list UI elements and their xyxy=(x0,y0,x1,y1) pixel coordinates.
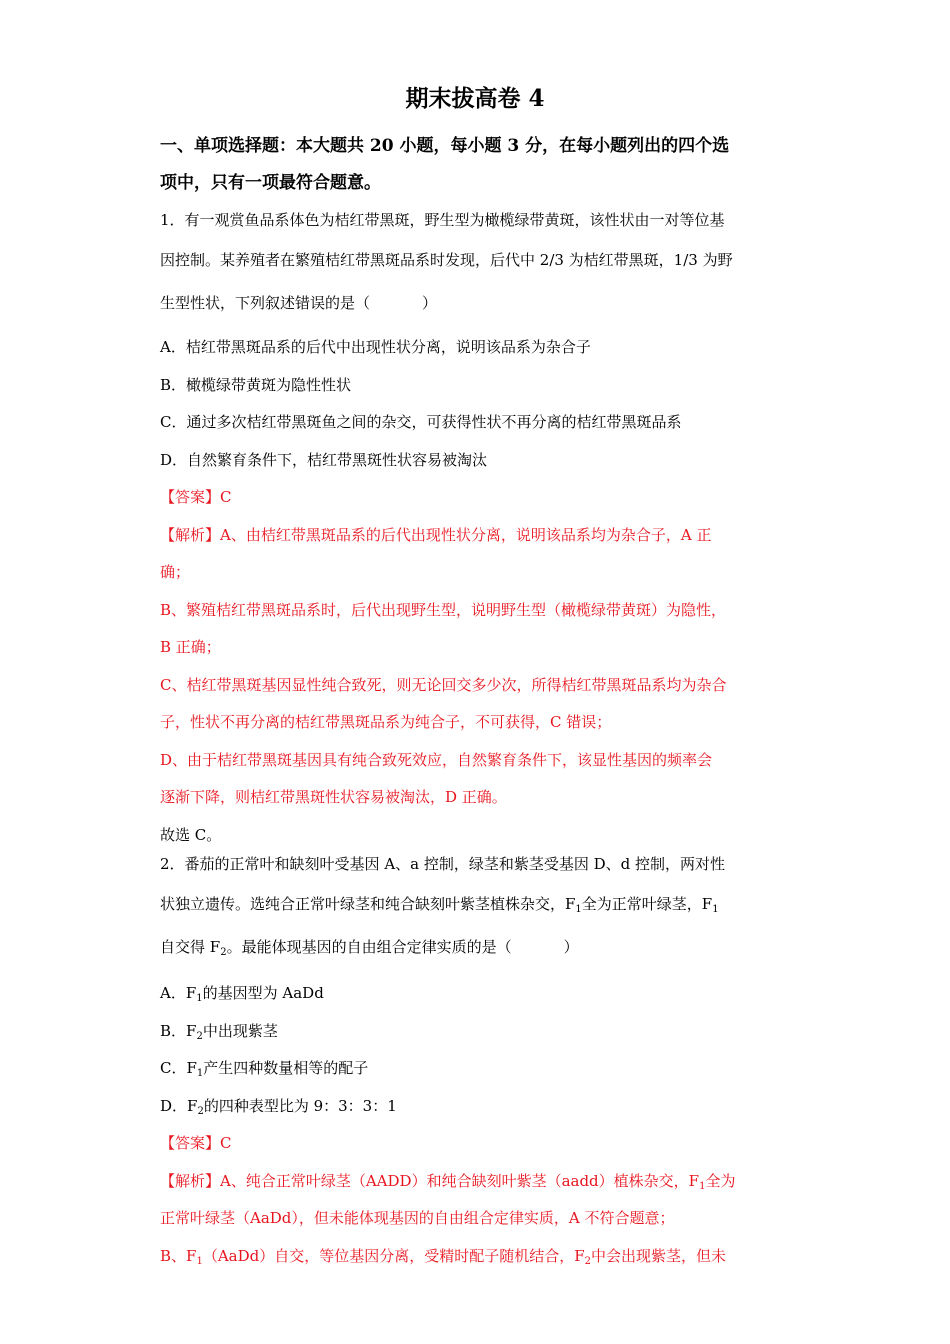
subscript: 1 xyxy=(196,1068,204,1079)
q1-analysis-line-6: 子，性状不再分离的桔红带黑斑品系为纯合子，不可获得，C 错误； xyxy=(160,713,612,731)
analysis-text: A、纯合正常叶绿茎（AADD）和纯合缺刻叶紫茎（aadd）植株杂交，F xyxy=(220,1171,700,1190)
page-title: 期末拔高卷 4 xyxy=(405,85,545,112)
q1-option-c: C．通过多次桔红带黑斑鱼之间的杂交，可获得性状不再分离的桔红带黑斑品系 xyxy=(160,413,682,431)
q2-option-b xyxy=(160,1013,796,1051)
subscript: 2 xyxy=(220,947,227,958)
q2-option-a xyxy=(160,975,796,1013)
option-text: A．F xyxy=(160,984,197,1002)
subscript: 2 xyxy=(197,1105,204,1117)
question-2 xyxy=(160,846,796,1275)
answer-value: C xyxy=(220,1134,232,1152)
q2-option-d xyxy=(160,1088,796,1126)
option-text: 中出现紫茎 xyxy=(202,1021,278,1040)
q1-stem-close: ） xyxy=(422,294,438,312)
q2-stem-text: 。最能体现基因的自由组合定律实质的是（ xyxy=(226,938,512,956)
analysis-text: A、由桔红带黑斑品系的后代出现性状分离，说明该品系均为杂合子，A 正 xyxy=(220,525,712,544)
subscript: 1 xyxy=(196,993,203,1004)
answer-label: 【答案】 xyxy=(160,1134,221,1152)
q2-stem-close: ） xyxy=(563,938,579,956)
subscript: 1 xyxy=(712,904,719,915)
analysis-text: 中会出现紫茎，但未 xyxy=(591,1246,727,1265)
option-text: 产生四种数量相等的配子 xyxy=(203,1059,369,1077)
section-heading-line-1: 一、单项选择题：本大题共 20 小题，每小题 3 分，在每小题列出的四个选 xyxy=(160,136,730,156)
q2-answer xyxy=(160,1125,796,1163)
q2-stem-line-1: 2．番茄的正常叶和缺刻叶受基因 A、a 控制，绿茎和紫茎受基因 D、d 控制，两对性 xyxy=(160,855,726,873)
q1-answer xyxy=(160,479,796,517)
q1-stem-line-2: 因控制。某养殖者在繁殖桔红带黑斑品系时发现，后代中 2/3 为桔红带黑斑，1/3 为野 xyxy=(160,251,733,269)
q1-conclusion: 故选 C。 xyxy=(160,825,222,844)
subscript: 1 xyxy=(196,1255,203,1267)
q1-analysis-line-3: B、繁殖桔红带黑斑品系时，后代出现野生型，说明野生型（橄榄绿带黄斑）为隐性， xyxy=(160,600,727,619)
question-1 xyxy=(160,202,796,854)
option-text: 的基因型为 AaDd xyxy=(202,984,324,1002)
analysis-label: 【解析】 xyxy=(160,525,221,544)
q2-analysis-line-1 xyxy=(160,1163,796,1201)
q1-stem-line-3 xyxy=(160,282,796,325)
q1-option-d: D．自然繁育条件下，桔红带黑斑性状容易被淘汰 xyxy=(160,450,488,469)
section-heading xyxy=(160,128,800,202)
analysis-text: 全为 xyxy=(705,1171,736,1190)
q1-analysis-line-5: C、桔红带黑斑基因显性纯合致死，则无论回交多少次，所得桔红带黑斑品系均为杂合 xyxy=(160,675,727,694)
section-heading-line-2: 项中，只有一项最符合题意。 xyxy=(160,173,381,193)
analysis-text: B、F xyxy=(160,1246,197,1265)
answer-value: C xyxy=(220,488,232,506)
q1-stem-line-1: 1．有一观赏鱼品系体色为桔红带黑斑，野生型为橄榄绿带黄斑，该性状由一对等位基 xyxy=(160,211,725,229)
q2-stem-text: 自交得 F xyxy=(160,938,221,956)
q2-stem-line-2 xyxy=(160,883,796,926)
subscript: 1 xyxy=(699,1180,706,1192)
option-text: D．F xyxy=(160,1096,198,1115)
answer-label: 【答案】 xyxy=(160,488,221,506)
q1-option-a: A．桔红带黑斑品系的后代中出现性状分离，说明该品系为杂合子 xyxy=(160,338,591,356)
q1-analysis-line-8: 逐渐下降，则桔红带黑斑性状容易被淘汰，D 正确。 xyxy=(160,788,507,806)
option-text: B．F xyxy=(160,1021,197,1040)
analysis-text: （AaDd）自交，等位基因分离，受精时配子随机结合，F xyxy=(202,1246,585,1265)
q1-analysis-line-7: D、由于桔红带黑斑基因具有纯合致死效应，自然繁育条件下，该显性基因的频率会 xyxy=(160,750,713,769)
q1-analysis-line-1 xyxy=(160,517,796,555)
q2-stem-text: 状独立遗传。选纯合正常叶绿茎和纯合缺刻叶紫茎植株杂交，F xyxy=(160,895,576,913)
option-text: 的四种表型比为 9：3：3：1 xyxy=(203,1096,397,1115)
q2-stem-line-3 xyxy=(160,926,796,969)
q1-option-b: B．橄榄绿带黄斑为隐性性状 xyxy=(160,375,352,394)
subscript: 2 xyxy=(584,1255,592,1267)
q2-analysis-line-3 xyxy=(160,1238,796,1276)
q1-stem-text: 生型性状，下列叙述错误的是（ xyxy=(160,294,371,312)
q1-analysis-line-4: B 正确； xyxy=(160,638,221,656)
option-text: C．F xyxy=(160,1059,197,1077)
q1-analysis-line-2: 确； xyxy=(160,563,191,581)
q2-stem-text: 全为正常叶绿茎，F xyxy=(581,895,713,913)
subscript: 2 xyxy=(196,1030,203,1042)
analysis-label: 【解析】 xyxy=(160,1171,221,1190)
subscript: 1 xyxy=(575,904,582,915)
q2-option-c xyxy=(160,1050,796,1088)
q2-analysis-line-2: 正常叶绿茎（AaDd），但未能体现基因的自由组合定律实质，A 不符合题意； xyxy=(160,1209,675,1227)
